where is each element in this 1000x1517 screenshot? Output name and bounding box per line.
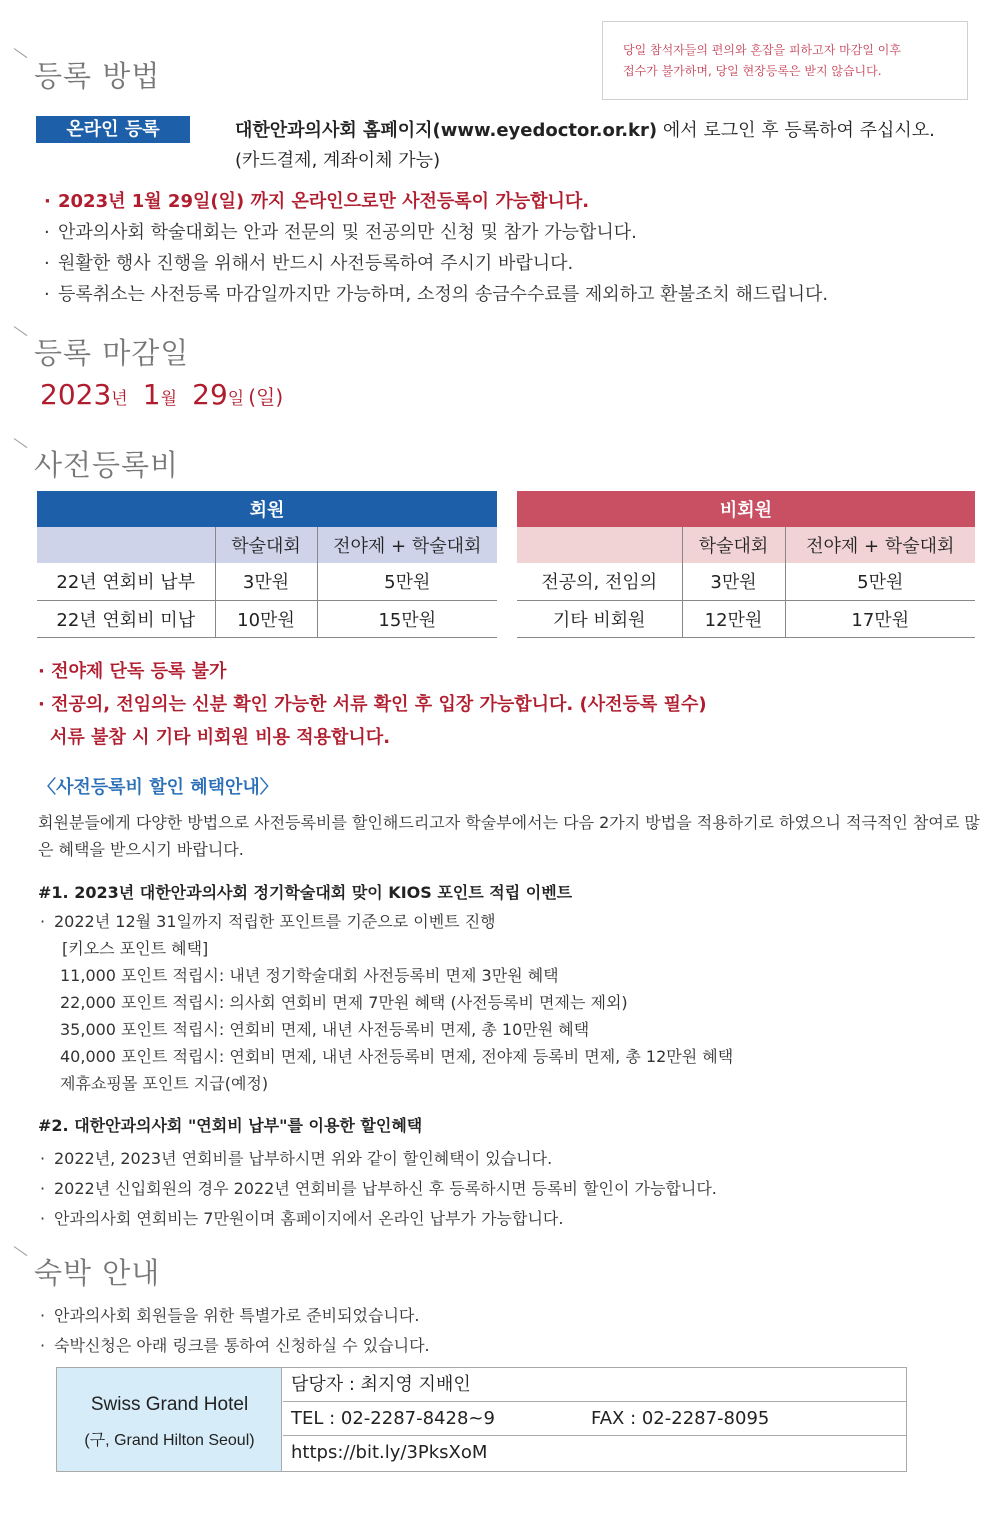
bullet-icon: ·: [44, 191, 51, 212]
column-header: 학술대회: [215, 527, 317, 563]
online-registration-badge: 온라인 등록: [36, 116, 190, 143]
table-subheader-row: [517, 527, 975, 563]
payment-methods: (카드결제, 계좌이체 가능): [235, 150, 441, 171]
hotel-tel: TEL : 02-2287-8428~9: [291, 1408, 495, 1429]
list-item: 제휴쇼핑몰 포인트 지급(예정): [60, 1074, 269, 1093]
hotel-name: Swiss Grand Hotel: [90, 1394, 249, 1415]
event2-title: #2. 대한안과의사회 "연회비 납부"를 이용한 할인혜택: [38, 1116, 423, 1135]
table-subheader-row: [37, 527, 497, 563]
column-header: 학술대회: [682, 527, 785, 563]
list-item: · 안과의사회 회원들을 위한 특별가로 준비되었습니다.: [40, 1301, 430, 1331]
list-item: 22,000 포인트 적립시: 의사회 연회비 면제 7만원 혜택 (사전등록비 면제는 제외): [60, 993, 628, 1012]
list-item: · 2023년 1월 29일(일) 까지 온라인으로만 사전등록이 가능합니다.: [44, 186, 828, 217]
list-item: · 숙박신청은 아래 링크를 통하여 신청하실 수 있습니다.: [40, 1331, 430, 1361]
list-item: · 등록취소는 사전등록 마감일까지만 가능하며, 소정의 송금수수료를 제외하고 환불조치 해드립니다.: [44, 279, 828, 310]
section-slash-icon: [14, 1240, 28, 1254]
list-item: · 안과의사회 연회비는 7만원이며 홈페이지에서 온라인 납부가 가능합니다.: [40, 1204, 717, 1234]
member-header: 회원: [249, 500, 285, 521]
table-row: [517, 600, 975, 637]
table-cell: [517, 527, 682, 563]
section-title-fees: 사전등록비: [34, 448, 180, 482]
table-cell: 5만원: [317, 563, 497, 600]
hotel-name-cell: [57, 1368, 282, 1471]
hotel-info-box: [56, 1367, 907, 1472]
list-item: · 2022년, 2023년 연회비를 납부하시면 위와 같이 할인혜택이 있습니다.: [40, 1144, 717, 1174]
table-header-row: [37, 491, 497, 527]
table-cell: 5만원: [785, 563, 975, 600]
event1-list: [40, 908, 733, 1097]
bullet-icon: ·: [44, 284, 50, 305]
bullet-icon: ·: [40, 1336, 46, 1355]
hotel-booking-link[interactable]: https://bit.ly/3PksXoM: [291, 1442, 488, 1463]
event1-title: #1. 2023년 대한안과의사회 정기학술대회 맞이 KIOS 포인트 적립 이벤트: [38, 883, 573, 902]
homepage-link-text[interactable]: 대한안과의사회 홈페이지(www.eyedoctor.or.kr): [235, 120, 658, 141]
online-registration-text: 대한안과의사회 홈페이지(www.eyedoctor.or.kr) 에서 로그인 후 등록하여 주십시오. (카드결제, 계좌이체 가능): [235, 116, 935, 176]
list-item: · 원활한 행사 진행을 위해서 반드시 사전등록하여 주시기 바랍니다.: [44, 248, 828, 279]
column-header: 전야제 + 학술대회: [317, 527, 497, 563]
section-slash-icon: [14, 320, 28, 334]
bullet-icon: ·: [40, 912, 46, 931]
registration-bullets: [44, 186, 828, 310]
list-item: · 2022년 신입회원의 경우 2022년 연회비를 납부하신 후 등록하시면 등록비 할인이 가능합니다.: [40, 1174, 717, 1204]
table-cell: 15만원: [317, 600, 497, 637]
list-item: · 안과의사회 학술대회는 안과 전문의 및 전공의만 신청 및 참가 가능합니다.: [44, 217, 828, 248]
nonmember-fee-table: [517, 491, 975, 638]
list-item: · 전야제 단독 등록 불가: [38, 661, 227, 682]
hotel-fax: FAX : 02-2287-8095: [591, 1408, 770, 1429]
bullet-icon: ·: [40, 1306, 46, 1325]
section-slash-icon: [14, 432, 28, 446]
bullet-icon: ·: [44, 222, 50, 243]
table-cell: 10만원: [215, 600, 317, 637]
member-fee-table: [37, 491, 497, 638]
list-item: [키오스 포인트 혜택]: [62, 939, 209, 958]
hotel-former-name: (구, Grand Hilton Seoul): [84, 1432, 255, 1449]
deadline-date: 2023년 1월 29일 (일): [40, 378, 284, 411]
list-item: · 2022년 12월 31일까지 적립한 포인트를 기준으로 이벤트 진행: [40, 908, 733, 935]
list-item: 서류 불참 시 기타 비회원 비용 적용합니다.: [50, 727, 391, 748]
nonmember-header: 비회원: [719, 500, 773, 521]
bullet-icon: ·: [40, 1149, 46, 1168]
section-title-registration: 등록 방법: [34, 59, 161, 93]
bullet-icon: ·: [40, 1179, 46, 1198]
lodging-list: [40, 1301, 430, 1361]
table-cell: 3만원: [682, 563, 785, 600]
section-title-deadline: 등록 마감일: [34, 336, 190, 370]
discount-intro: 회원분들에게 다양한 방법으로 사전등록비를 할인해드리고자 학술부에서는 다음 2가지 방법을 적용하기로 하였으니 적극적인 참여로 많은 혜택을 받으시기 바랍니다.: [38, 813, 980, 859]
row-label: 22년 연회비 미납: [37, 600, 215, 637]
hotel-phone-row: [283, 1402, 907, 1436]
list-item: 40,000 포인트 적립시: 연회비 면제, 내년 사전등록비 면제, 전야제 등록비 면제, 총 12만원 혜택: [60, 1047, 734, 1066]
row-label: 기타 비회원: [517, 600, 682, 637]
table-cell: 12만원: [682, 600, 785, 637]
list-item: 11,000 포인트 적립시: 내년 정기학술대회 사전등록비 면제 3만원 혜택: [60, 966, 559, 985]
table-row: [37, 600, 497, 637]
table-row: [37, 563, 497, 600]
fee-notes: [38, 655, 707, 754]
hotel-contact: 담당자 : 최지영 지배인: [283, 1368, 907, 1402]
list-item: · 전공의, 전임의는 신분 확인 가능한 서류 확인 후 입장 가능합니다. (사전등록 필수): [38, 694, 707, 715]
bullet-icon: ·: [40, 1209, 46, 1228]
table-cell: 17만원: [785, 600, 975, 637]
bullet-icon: ·: [44, 253, 50, 274]
notice-line: 접수가 불가하며, 당일 현장등록은 받지 않습니다.: [623, 64, 882, 78]
table-header-row: [517, 491, 975, 527]
section-slash-icon: [14, 42, 28, 56]
section-title-lodging: 숙박 안내: [34, 1256, 161, 1290]
list-item: 35,000 포인트 적립시: 연회비 면제, 내년 사전등록비 면제, 총 10만원 혜택: [60, 1020, 590, 1039]
discount-title: 〈사전등록비 할인 혜택안내〉: [38, 777, 278, 798]
row-label: 22년 연회비 납부: [37, 563, 215, 600]
table-cell: 3만원: [215, 563, 317, 600]
notice-box: [602, 21, 968, 100]
row-label: 전공의, 전임의: [517, 563, 682, 600]
column-header: 전야제 + 학술대회: [785, 527, 975, 563]
table-cell: [37, 527, 215, 563]
notice-line: 당일 참석자들의 편의와 혼잡을 피하고자 마감일 이후: [623, 43, 901, 57]
table-row: [517, 563, 975, 600]
event2-list: [40, 1144, 717, 1234]
